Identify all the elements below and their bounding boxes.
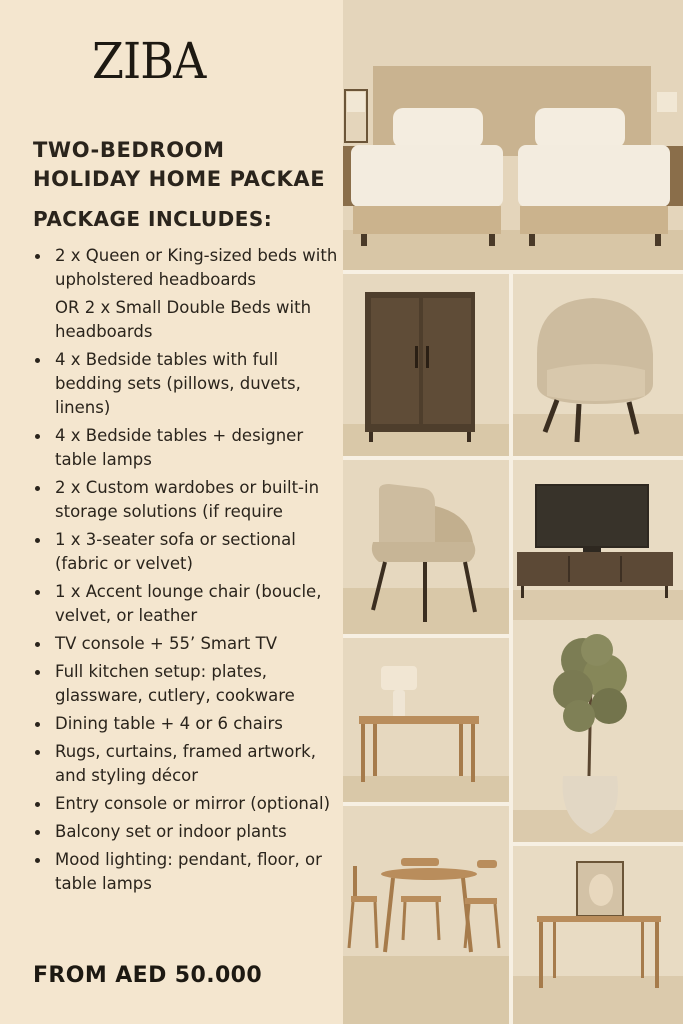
item-text: Balcony set or indoor plants	[55, 822, 287, 841]
item-text: Entry console or mirror (optional)	[55, 794, 331, 813]
dining-set-illustration	[343, 806, 509, 1024]
item-text: 1 x Accent lounge chair (boucle, velvet, or leather	[55, 582, 322, 625]
title-line-2: HOLIDAY HOME PACKAE	[33, 167, 326, 191]
list-item	[33, 348, 338, 420]
list-item	[33, 848, 338, 896]
item-alt-text: OR 2 x Small Double Beds with headboards	[55, 298, 312, 341]
console-artwork-illustration	[513, 846, 683, 1024]
indoor-plant-illustration	[513, 620, 683, 842]
bullet-icon	[35, 722, 40, 727]
item-text: Dining table + 4 or 6 chairs	[55, 714, 283, 733]
console-lamp-image	[343, 638, 509, 802]
bullet-icon	[35, 486, 40, 491]
bullet-icon	[35, 538, 40, 543]
dining-chair-image	[343, 460, 509, 634]
bullet-icon	[35, 830, 40, 835]
list-item	[33, 792, 338, 816]
package-includes-heading: PACKAGE INCLUDES:	[33, 207, 273, 231]
bullet-icon	[35, 358, 40, 363]
item-text: 2 x Custom wardobes or built-in storage solutions (if require	[55, 478, 320, 521]
indoor-plant-image	[513, 620, 683, 842]
list-item	[33, 476, 338, 524]
console-artwork-image	[513, 846, 683, 1024]
tv-console-image	[513, 460, 683, 634]
bullet-icon	[35, 750, 40, 755]
console-lamp-illustration	[343, 638, 509, 802]
bullet-icon	[35, 642, 40, 647]
price-label: FROM AED 50.000	[33, 963, 263, 988]
title-line-1: TWO-BEDROOM	[33, 138, 225, 162]
bullet-icon	[35, 590, 40, 595]
wardrobe-image	[343, 274, 509, 456]
list-item	[33, 580, 338, 628]
tv-console-illustration	[513, 460, 683, 634]
lounge-chair-image	[513, 274, 683, 456]
list-item	[33, 712, 338, 736]
list-item	[33, 740, 338, 788]
bullet-icon	[35, 802, 40, 807]
twin-beds-image	[343, 0, 683, 270]
item-text: 1 x 3-seater sofa or sectional (fabric or velvet)	[55, 530, 296, 573]
bullet-icon	[35, 858, 40, 863]
item-text: Full kitchen setup: plates, glassware, cutlery, cookware	[55, 662, 295, 705]
list-item	[33, 820, 338, 844]
bullet-icon	[35, 434, 40, 439]
lounge-chair-illustration	[513, 274, 683, 456]
item-text: 4 x Bedside tables + designer table lamps	[55, 426, 304, 469]
product-image-grid	[343, 0, 683, 1024]
bullet-icon	[35, 670, 40, 675]
item-text: 4 x Bedside tables with full bedding sets (pillows, duvets, linens)	[55, 350, 301, 417]
twin-beds-illustration	[343, 0, 683, 270]
list-item	[33, 632, 338, 656]
item-text: TV console + 55’ Smart TV	[55, 634, 277, 653]
dining-set-image	[343, 806, 509, 1024]
package-items-list	[33, 244, 338, 900]
list-item	[33, 528, 338, 576]
dining-chair-illustration	[343, 460, 509, 634]
list-item	[33, 244, 338, 344]
list-item	[33, 660, 338, 708]
item-text: Mood lighting: pendant, floor, or table lamps	[55, 850, 322, 893]
brand-logo: ZIBA	[92, 32, 206, 90]
wardrobe-illustration	[343, 274, 509, 456]
item-text: 2 x Queen or King-sized beds with upholstered headboards	[55, 246, 338, 289]
item-text: Rugs, curtains, framed artwork, and styling décor	[55, 742, 316, 785]
bullet-icon	[35, 254, 40, 259]
package-title	[33, 136, 325, 194]
list-item	[33, 424, 338, 472]
